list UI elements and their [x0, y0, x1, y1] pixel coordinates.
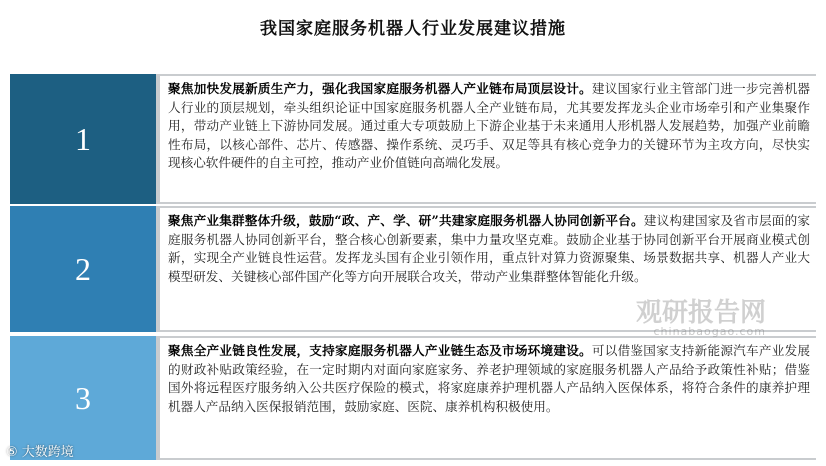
measure-heading: 聚焦加快发展新质生产力，强化我国家庭服务机器人产业链布局顶层设计。 [168, 81, 592, 96]
watermark-url: chinabaogao.com [653, 325, 766, 338]
measure-heading: 聚焦全产业链良性发展，支持家庭服务机器人产业链生态及市场环境建设。 [168, 343, 592, 358]
measure-panel-3 [10, 336, 816, 460]
measure-number-box: 3 [10, 336, 156, 460]
measure-number-box: 1 [10, 74, 156, 204]
measure-text [160, 76, 816, 202]
measure-number-box: 2 [10, 206, 156, 332]
watermark-logo: 观研报告网 [635, 298, 766, 328]
source-watermark: ⑤ 大数跨境 [6, 445, 74, 460]
measure-body: 建议国家行业主管部门进一步完善机器人行业的顶层规划，牵头组织论证中国家庭服务机器人全产业链布局，尤其要发挥龙头企业市场牵引和产业集聚作用，带动产业链上下游协同发展。通过重大专项鼓励上下游企业基于未来通用人形机器人发展趋势，加强产业前瞻性布局，以核心部件、芯片、传感器、操作系统、灵巧手、双足等具有核心竞争力的关键环节为主攻方向，尽快实现核心软件硬件的自主可控，推动产业价值链向高端化发展。 [168, 81, 811, 171]
measure-heading: 聚焦产业集群整体升级，鼓励“政、产、学、研”共建家庭服务机器人协同创新平台。 [168, 213, 644, 228]
measure-body: 建议构建国家及省市层面的家庭服务机器人协同创新平台，整合核心创新要素，集中力量攻坚克难。鼓励企业基于协同创新平台开展商业模式创新，实现全产业链良性运营。发挥龙头国有企业引领作用，重点针对算力资源聚集、场景数据共享、机器人产业大模型研发、关键核心部件国产化等方向开展联合攻关，带动产业集群整体智能化升级。 [168, 213, 810, 284]
measure-text [160, 338, 816, 458]
measure-panel-1 [10, 74, 816, 204]
measure-body: 可以借鉴国家支持新能源汽车产业发展的财政补贴政策经验，在一定时期内对面向家庭家务、养老护理领域的家庭服务机器人产品给予政策性补贴；借鉴国外将远程医疗服务纳入公共医疗保险的模式，将家庭康养护理机器人产品纳入医保体系，将符合条件的康养护理机器人产品纳入医保报销范围，鼓励家庭、医院、康养机构积极使用。 [168, 343, 811, 414]
page-title: 我国家庭服务机器人行业发展建议措施 [260, 19, 566, 39]
